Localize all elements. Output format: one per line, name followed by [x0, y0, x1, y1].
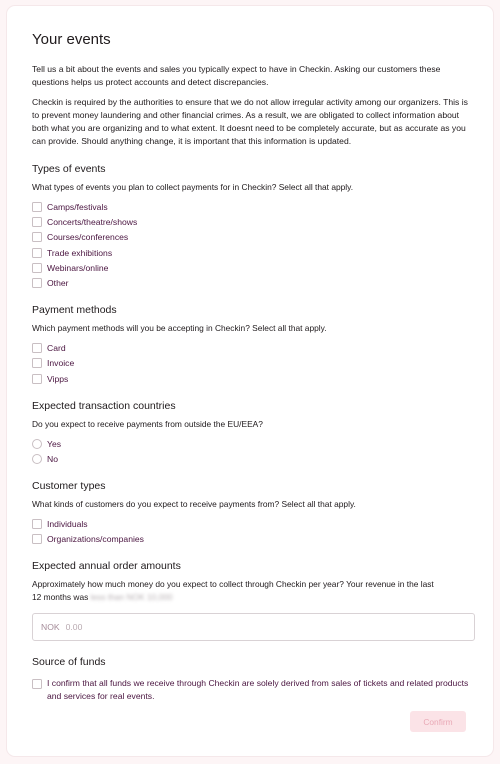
countries-question: Do you expect to receive payments from outside the EU/EEA? — [32, 419, 263, 429]
checkbox[interactable] — [32, 217, 42, 227]
countries-yes-radio[interactable] — [32, 437, 61, 450]
checkbox[interactable] — [32, 263, 42, 273]
customer-types-heading: Customer types — [32, 480, 106, 492]
event-type-trade-exhibitions[interactable] — [32, 246, 112, 259]
option-label: Card — [47, 342, 66, 353]
confirm-text: I confirm that all funds we receive through Checkin are solely derived from sales of tickets and related products and services for real events. — [47, 678, 469, 701]
countries-heading: Expected transaction countries — [32, 400, 176, 412]
checkbox[interactable] — [32, 232, 42, 242]
checkbox[interactable] — [32, 679, 42, 689]
radio-button[interactable] — [32, 454, 42, 464]
radio-button[interactable] — [32, 439, 42, 449]
checkbox[interactable] — [32, 202, 42, 212]
checkbox[interactable] — [32, 519, 42, 529]
event-type-other[interactable] — [32, 276, 69, 289]
option-label: Invoice — [47, 357, 75, 368]
confirm-button[interactable]: Confirm — [410, 711, 466, 732]
event-type-camps-festivals[interactable] — [32, 200, 108, 213]
customer-type-individuals[interactable] — [32, 517, 88, 530]
currency-prefix: NOK — [41, 622, 60, 632]
amount-placeholder: 0.00 — [65, 622, 83, 632]
option-label: Courses/conferences — [47, 231, 129, 242]
legal-text: Checkin is required by the authorities to ensure that we do not allow irregular activity among our organizers. This is to prevent money laundering and other financial crimes. As a result, we are obligated to collect information about both what you are organizing and to what extent. It doesnt need to be completely accurate, but as accurate as you can provide. Should anything change, it is important that this information is updated. — [32, 97, 468, 146]
revenue-label: 12 months was — [32, 592, 89, 602]
option-label: Organizations/companies — [47, 533, 144, 544]
checkbox[interactable] — [32, 358, 42, 368]
option-label: Yes — [47, 438, 62, 449]
option-label: Camps/festivals — [47, 201, 108, 212]
source-of-funds-confirm[interactable] — [32, 677, 472, 703]
event-types-question: What types of events you plan to collect payments for in Checkin? Select all that apply. — [32, 182, 354, 192]
checkbox[interactable] — [32, 343, 42, 353]
payment-method-invoice[interactable] — [32, 356, 74, 369]
checkbox[interactable] — [32, 278, 42, 288]
payment-methods-heading: Payment methods — [32, 304, 117, 316]
order-amounts-question: Approximately how much money do you expect to collect through Checkin per year? Your revenue in the last — [32, 579, 434, 589]
revenue-line — [32, 591, 173, 604]
event-type-concerts[interactable] — [32, 215, 137, 228]
event-type-courses[interactable] — [32, 230, 128, 243]
option-label: Other — [47, 277, 69, 288]
option-label: Concerts/theatre/shows — [47, 216, 138, 227]
customer-types-question: What kinds of customers do you expect to receive payments from? Select all that apply. — [32, 499, 356, 509]
customer-type-organizations[interactable] — [32, 532, 144, 545]
option-label: No — [47, 453, 58, 464]
revenue-value-blurred: less than NOK 10,000 — [90, 592, 173, 602]
page-title: Your events — [32, 31, 111, 48]
intro-text: Tell us a bit about the events and sales you typically expect to have in Checkin. Asking our customers these questions helps us protect accounts and detect discrepancies. — [32, 64, 441, 87]
event-types-heading: Types of events — [32, 163, 106, 175]
checkbox[interactable] — [32, 248, 42, 258]
source-of-funds-heading: Source of funds — [32, 656, 106, 668]
countries-no-radio[interactable] — [32, 452, 58, 465]
order-amounts-heading: Expected annual order amounts — [32, 560, 181, 572]
option-label: Individuals — [47, 518, 88, 529]
event-type-webinars[interactable] — [32, 261, 108, 274]
annual-amount-input[interactable] — [32, 613, 475, 641]
option-label: Webinars/online — [47, 262, 109, 273]
option-label: Trade exhibitions — [47, 247, 113, 258]
checkbox[interactable] — [32, 534, 42, 544]
option-label: Vipps — [47, 373, 69, 384]
checkbox[interactable] — [32, 374, 42, 384]
payment-method-vipps[interactable] — [32, 372, 68, 385]
payment-methods-question: Which payment methods will you be accepting in Checkin? Select all that apply. — [32, 323, 327, 333]
events-form-card — [7, 6, 493, 756]
payment-method-card[interactable] — [32, 341, 66, 354]
